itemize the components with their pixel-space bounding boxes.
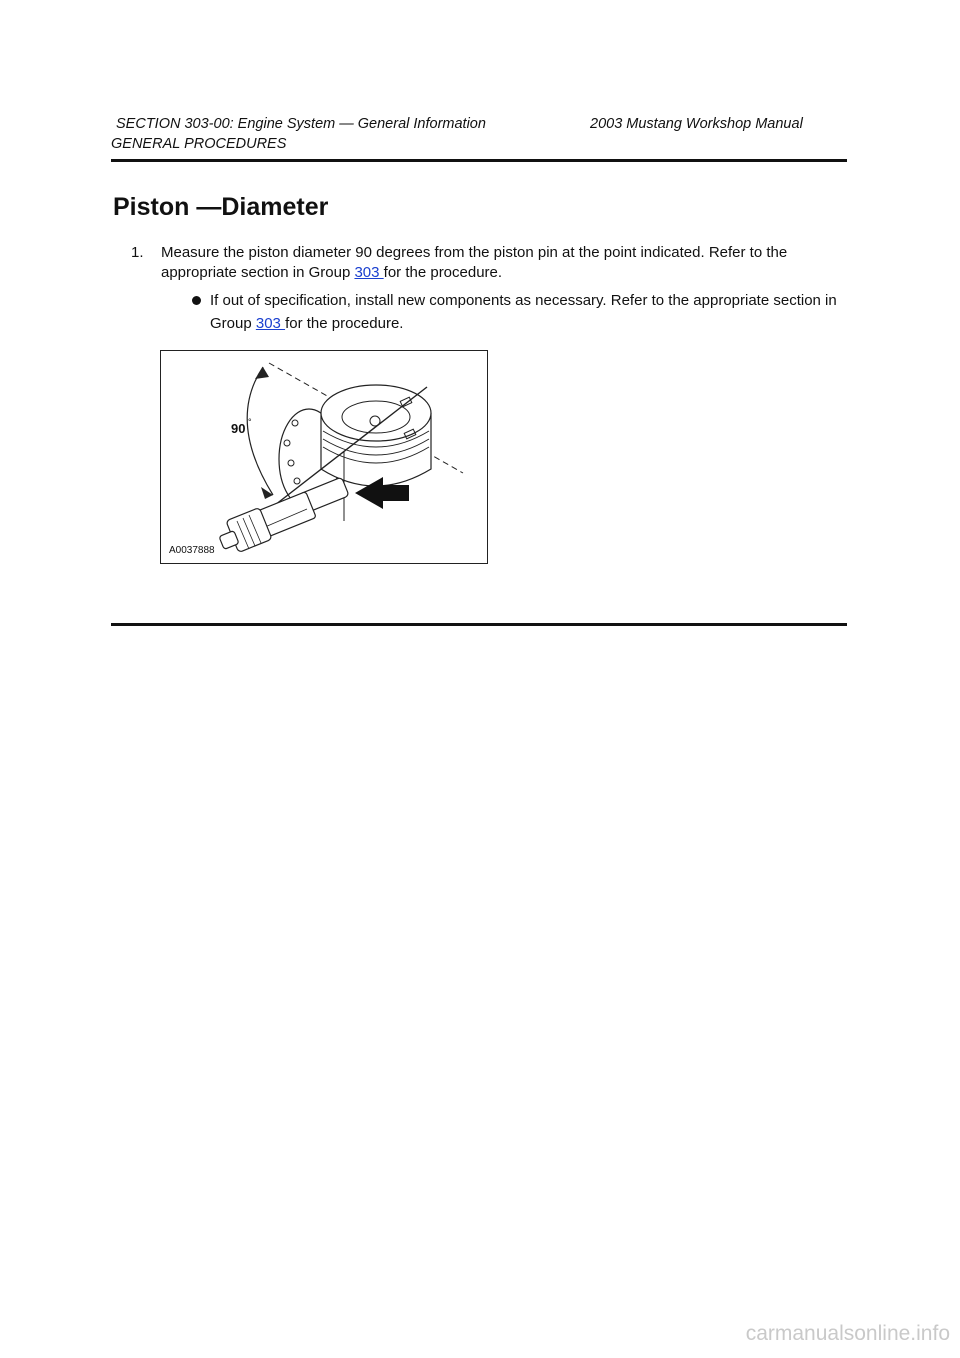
header-section: SECTION 303-00: Engine System — General Information <box>116 116 486 132</box>
figure-id: A0037888 <box>169 545 215 556</box>
step-text <box>161 243 861 283</box>
page-title: Piston —Diameter <box>113 193 329 221</box>
watermark: carmanualsonline.info <box>745 1322 950 1345</box>
bullet-dot-icon <box>192 296 201 305</box>
group-303-link[interactable]: 303 <box>354 264 384 281</box>
angle-arrowhead-top <box>255 367 269 379</box>
degree-symbol: ° <box>248 417 252 427</box>
piston-micrometer-drawing <box>161 351 487 563</box>
group-303-link-bullet[interactable]: 303 <box>255 315 286 332</box>
header-manual-title: 2003 Mustang Workshop Manual <box>590 116 803 132</box>
step-number: 1. <box>131 244 144 261</box>
angle-label: 90 <box>231 421 246 436</box>
header-divider <box>111 159 847 162</box>
footer-divider <box>111 623 847 626</box>
bullet-text-after: for the procedure. <box>285 315 404 332</box>
bullet-text-before: If out of specification, install new components as necessary. Refer to the appropriate section in Group <box>210 292 837 332</box>
header-subheading: GENERAL PROCEDURES <box>111 136 287 152</box>
step-text-before: Measure the piston diameter 90 degrees from the piston pin at the point indicated. Refer to the appropriate section in Group <box>161 244 788 281</box>
bullet-text <box>210 289 840 335</box>
angle-arc <box>247 367 273 495</box>
step-text-after: for the procedure. <box>383 264 503 281</box>
piston-diameter-illustration <box>160 350 488 564</box>
